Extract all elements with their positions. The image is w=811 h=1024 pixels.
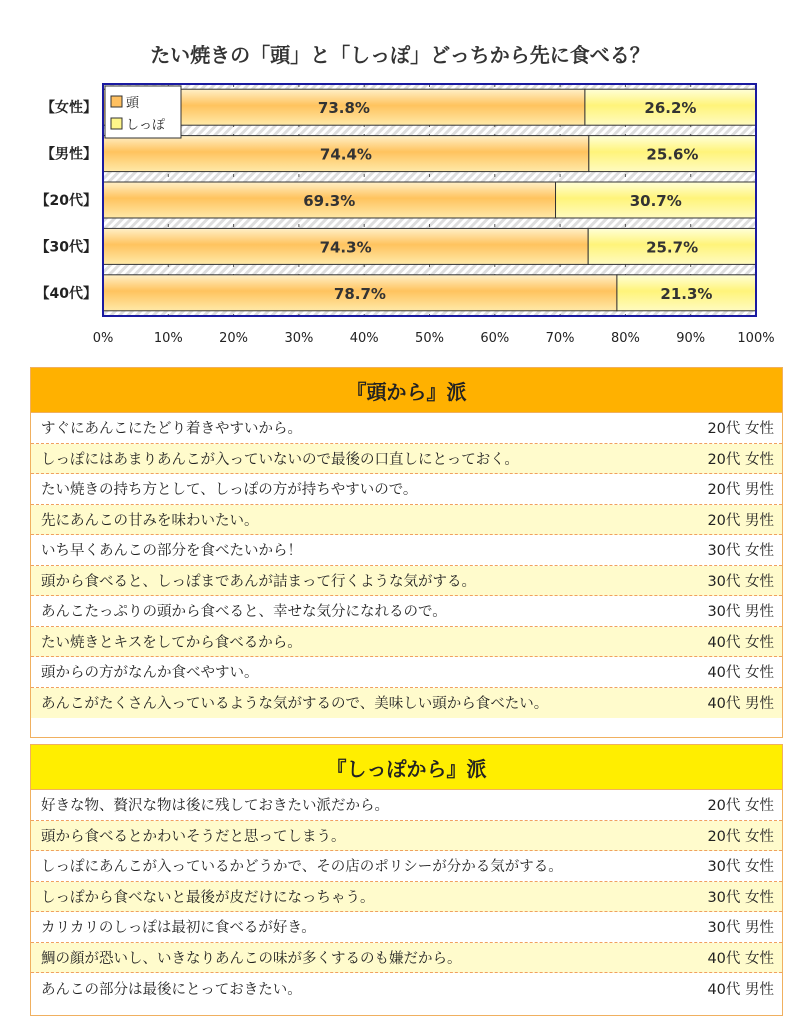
comment-text: 好きな物、贅沢な物は後に残しておきたい派だから。: [41, 798, 389, 815]
respondent-label: 30代 男性: [707, 604, 774, 621]
data-label: 30.7%: [629, 192, 682, 210]
comment-row: [31, 657, 782, 688]
head-first-list: [31, 413, 782, 718]
comment-text: あんこがたくさん入っているような気がするので、美味しい頭から食べたい。: [41, 696, 549, 713]
data-label: 74.4%: [319, 145, 372, 164]
x-tick-label: 100%: [737, 331, 775, 345]
x-tick-label: 30%: [284, 331, 314, 345]
respondent-label: 40代 女性: [707, 665, 774, 682]
comment-row: [31, 474, 782, 505]
comment-text: しっぽにはあまりあんこが入っていないので最後の口直しにとっておく。: [41, 451, 519, 468]
respondent-label: 20代 男性: [707, 482, 774, 499]
comment-row: [31, 413, 782, 444]
comment-row: [31, 912, 782, 943]
comment-row: [31, 627, 782, 658]
x-tick-label: 70%: [545, 331, 575, 345]
comment-text: 頭からの方がなんか食べやすい。: [41, 665, 259, 682]
comment-row: [31, 505, 782, 536]
data-label: 26.2%: [644, 99, 697, 118]
respondent-label: 30代 女性: [707, 543, 774, 560]
data-label: 73.8%: [317, 99, 370, 118]
data-label: 69.3%: [303, 192, 356, 210]
comment-text: たい焼きとキスをしてから食べるから。: [41, 634, 302, 651]
comment-row: [31, 790, 782, 821]
respondent-label: 20代 女性: [707, 828, 774, 845]
tail-first-list: [31, 790, 782, 1004]
respondent-label: 30代 女性: [707, 859, 774, 876]
category-label: 【女性】: [41, 100, 97, 117]
respondent-label: 40代 男性: [707, 696, 774, 713]
comment-text: たい焼きの持ち方として、しっぽの方が持ちやすいので。: [41, 482, 418, 499]
respondent-label: 40代 女性: [707, 634, 774, 651]
comment-row: [31, 821, 782, 852]
respondent-label: 30代 女性: [707, 573, 774, 590]
comment-text: あんこの部分は最後にとっておきたい。: [41, 981, 302, 998]
comment-row: [31, 688, 782, 719]
data-label: 25.7%: [646, 238, 699, 257]
category-label: 【30代】: [35, 239, 97, 256]
respondent-label: 20代 女性: [707, 798, 774, 815]
data-label: 25.6%: [646, 145, 699, 164]
respondent-label: 40代 男性: [707, 981, 774, 998]
comment-row: [31, 943, 782, 974]
x-tick-label: 0%: [92, 331, 114, 345]
comment-text: すぐにあんこにたどり着きやすいから。: [41, 421, 302, 438]
head-first-panel: [30, 367, 783, 738]
x-tick-label: 90%: [676, 331, 706, 345]
comment-text: 頭から食べると、しっぽまであんが詰まって行くような気がする。: [41, 573, 476, 590]
data-label: 21.3%: [660, 284, 713, 303]
respondent-label: 30代 女性: [707, 889, 774, 906]
comment-text: いち早くあんこの部分を食べたいから！: [41, 543, 302, 560]
comment-text: しっぽにあんこが入っているかどうかで、その店のポリシーが分かる気がする。: [41, 859, 563, 876]
legend-swatch-tail: [111, 118, 122, 129]
comment-text: カリカリのしっぽは最初に食べるが好き。: [41, 920, 316, 937]
comment-text: しっぽから食べないと最後が皮だけになっちゃう。: [41, 889, 375, 906]
comment-row: [31, 851, 782, 882]
comment-row: [31, 882, 782, 913]
x-tick-label: 10%: [153, 331, 183, 345]
tail-first-panel: [30, 744, 783, 1016]
x-tick-label: 50%: [415, 331, 444, 345]
plot-area: [36, 84, 775, 345]
head-first-title: 『頭から』派: [31, 368, 782, 413]
respondent-label: 20代 女性: [707, 451, 774, 468]
respondent-label: 40代 女性: [707, 950, 774, 967]
respondent-label: 30代 男性: [707, 920, 774, 937]
comment-row: [31, 566, 782, 597]
tail-first-title: 『しっぽから』派: [31, 745, 782, 790]
respondent-label: 20代 男性: [707, 512, 774, 529]
comment-row: [31, 596, 782, 627]
legend-swatch-head: [111, 96, 122, 107]
category-label: 【男性】: [41, 146, 97, 163]
stacked-bar-chart: [0, 0, 811, 345]
chart-title: たい焼きの「頭」と「しっぽ」どっちから先に食べる？: [150, 43, 650, 67]
x-tick-label: 80%: [610, 331, 640, 345]
category-label: 【20代】: [35, 193, 97, 209]
legend-label: 頭: [126, 96, 140, 111]
legend-label: しっぽ: [126, 118, 166, 133]
x-tick-label: 40%: [349, 331, 379, 345]
comment-text: あんこたっぷりの頭から食べると、幸せな気分になれるので。: [41, 604, 447, 621]
category-label: 【40代】: [35, 285, 97, 302]
data-label: 78.7%: [333, 284, 386, 303]
comment-text: 頭から食べるとかわいそうだと思ってしまう。: [41, 828, 346, 845]
respondent-label: 20代 女性: [707, 421, 774, 438]
comment-row: [31, 535, 782, 566]
comment-row: [31, 973, 782, 1004]
x-tick-label: 20%: [219, 331, 249, 345]
comment-text: 鯛の顔が恐いし、いきなりあんこの味が多くするのも嫌だから。: [41, 950, 462, 967]
comment-text: 先にあんこの甘みを味わいたい。: [41, 512, 259, 529]
data-label: 74.3%: [319, 238, 372, 257]
comment-row: [31, 444, 782, 475]
x-tick-label: 60%: [480, 331, 510, 345]
